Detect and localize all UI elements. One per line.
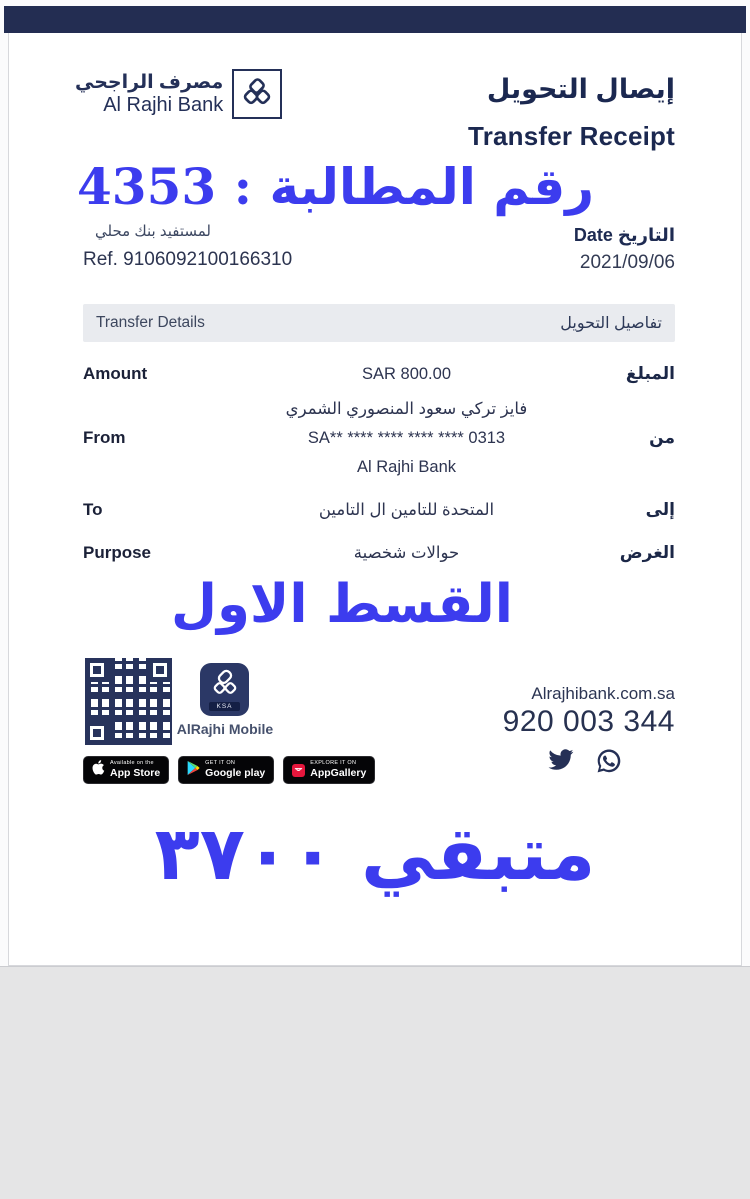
google-play-icon	[187, 761, 200, 780]
receipt-title-english: Transfer Receipt	[468, 121, 675, 152]
receipt-card	[8, 33, 742, 966]
qr-finder-icon	[85, 721, 109, 745]
page-bottom-area	[0, 966, 750, 1199]
twitter-icon[interactable]	[548, 749, 574, 773]
date-label: التاريخ Date	[573, 225, 675, 245]
badge-store-name: AppGallery	[310, 767, 367, 780]
transfer-details-title-en: Transfer Details	[96, 314, 205, 331]
badge-tagline: EXPLORE IT ON	[310, 760, 357, 767]
receipt-title	[468, 73, 675, 152]
from-value	[213, 395, 600, 482]
app-store-badge[interactable]	[83, 756, 169, 784]
claim-number-annotation: رقم المطالبة : 4353	[77, 157, 595, 216]
transfer-details-header	[83, 304, 675, 342]
receipt-title-arabic: إيصال التحويل	[486, 74, 675, 104]
to-value: المتحدة للتامين ال التامين	[318, 500, 495, 519]
social-icons	[548, 749, 621, 773]
bank-name-english: Al Rajhi Bank	[103, 94, 224, 117]
date-value: 2021/09/06	[579, 252, 675, 273]
reference-number: Ref. 9106092100166310	[83, 249, 293, 270]
apple-icon	[92, 760, 105, 780]
badge-store-name: App Store	[110, 767, 161, 780]
bank-logo-text	[75, 71, 223, 118]
transfer-details-title-ar: تفاصيل التحويل	[560, 315, 662, 332]
amount-row	[83, 359, 675, 389]
app-name-label: AlRajhi Mobile	[176, 721, 274, 737]
appgallery-icon	[292, 764, 305, 777]
from-label-en: From	[83, 428, 126, 447]
purpose-row	[83, 538, 675, 568]
whatsapp-icon[interactable]	[597, 749, 621, 773]
bank-emblem-icon	[232, 69, 282, 119]
beneficiary-note: لمستفيد بنك محلي	[95, 223, 212, 240]
appgallery-badge[interactable]	[283, 756, 375, 784]
bank-logo	[75, 69, 282, 119]
from-label-ar: من	[649, 428, 675, 447]
to-label-en: To	[83, 500, 103, 519]
qr-finder-icon	[148, 658, 172, 682]
remaining-amount-annotation: متبقي ٣٧٠٠	[154, 811, 596, 897]
qr-finder-icon	[85, 658, 109, 682]
purpose-value: حوالات شخصية	[353, 543, 460, 562]
google-play-badge[interactable]	[178, 756, 274, 784]
sender-bank: Al Rajhi Bank	[356, 457, 457, 476]
installment-annotation: القسط الاول	[171, 573, 513, 635]
bank-name-arabic: مصرف الراجحي	[75, 71, 224, 93]
badge-tagline: GET IT ON	[205, 760, 236, 767]
badge-store-name: Google play	[205, 767, 266, 780]
to-row	[83, 495, 675, 525]
purpose-label-ar: الغرض	[619, 543, 675, 562]
top-navy-bar	[4, 6, 746, 33]
badge-tagline: Available on the	[110, 760, 154, 767]
amount-value: 800.00 SAR	[362, 364, 451, 383]
to-label-ar: إلى	[645, 500, 675, 519]
ksa-badge: KSA	[209, 702, 239, 711]
sender-account-masked: SA** **** **** **** **** 0313	[307, 428, 506, 447]
alrajhi-app-icon	[200, 663, 249, 716]
from-row	[83, 393, 675, 483]
bank-website-link[interactable]: Alrajhibank.com.sa	[531, 684, 675, 703]
store-badges	[83, 756, 375, 784]
amount-label-en: Amount	[83, 364, 148, 383]
sender-name: فايز تركي سعود المنصوري الشمري	[285, 399, 528, 418]
purpose-label-en: Purpose	[83, 543, 152, 562]
bank-phone-number: 920 003 344	[502, 705, 675, 738]
amount-label-ar: المبلغ	[625, 364, 675, 383]
